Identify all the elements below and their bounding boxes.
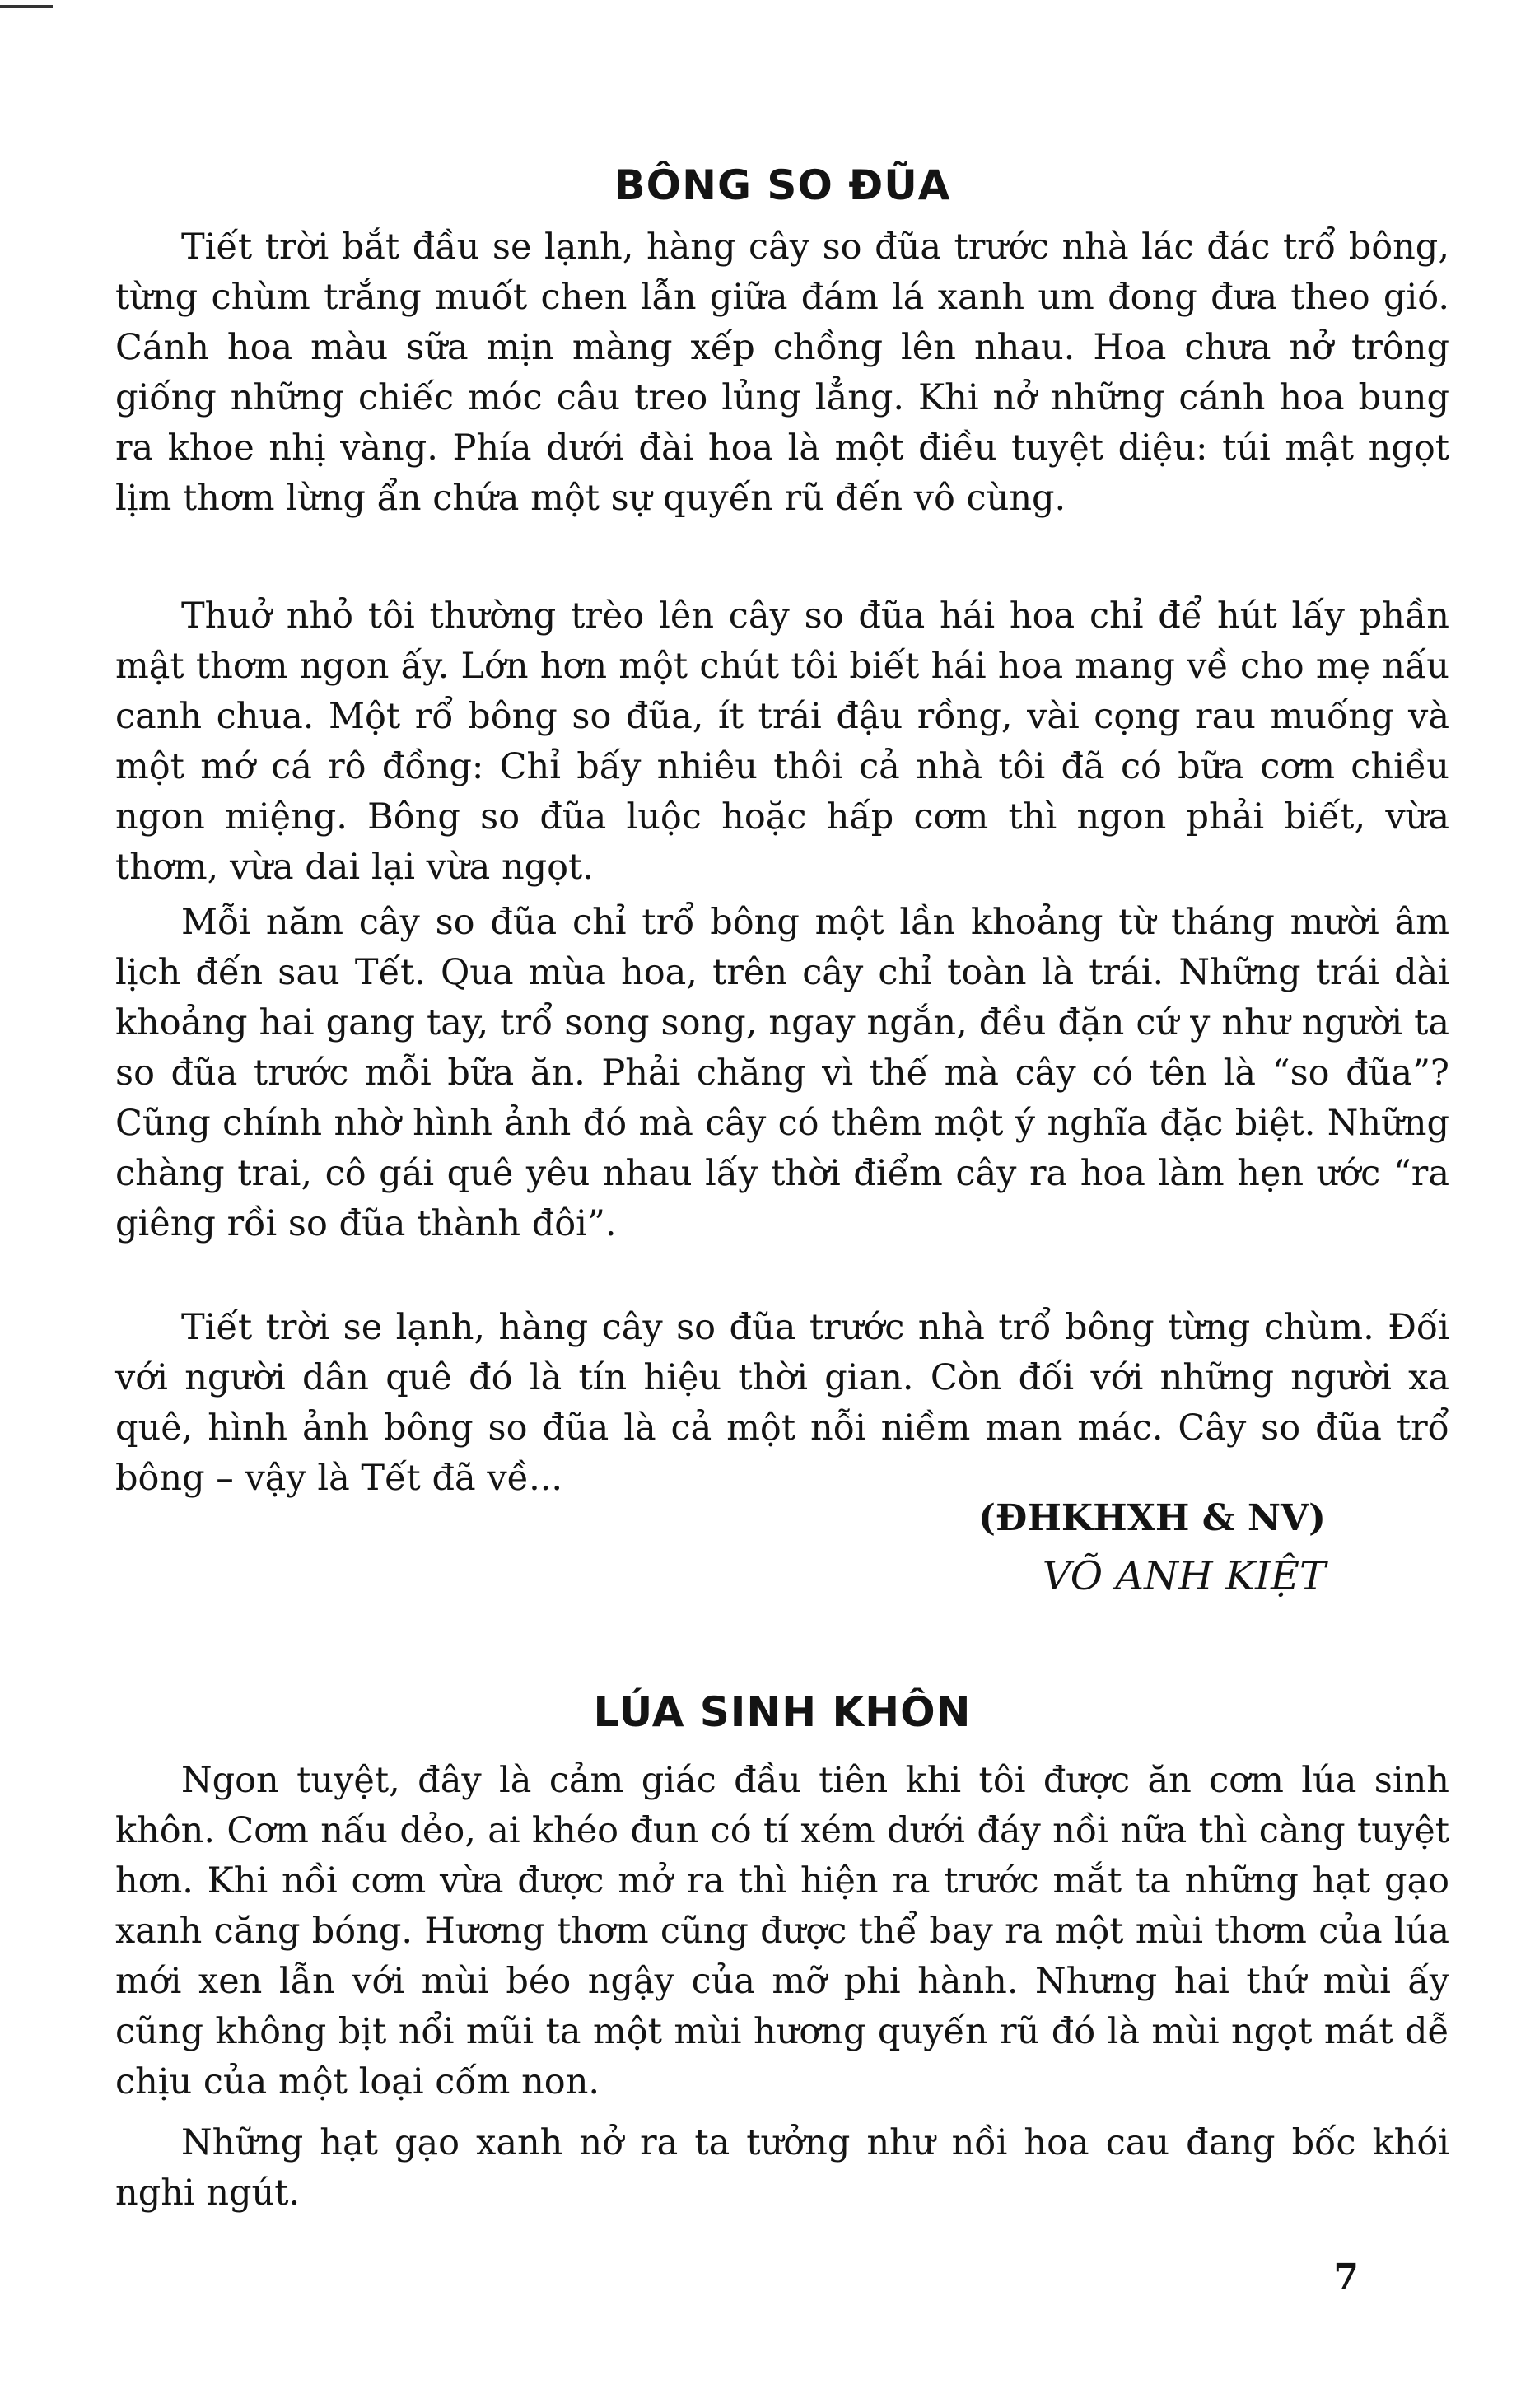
source-attribution: (ĐHKHXH & NV) [978, 1497, 1326, 1539]
section-title-bong-so-dua: BÔNG SO ĐŨA [614, 161, 951, 209]
page-number: 7 [1333, 2256, 1359, 2298]
paragraph: Mỗi năm cây so đũa chỉ trổ bông một lần khoảng từ tháng mười âm lịch đến sau Tết. Qua mùa hoa, trên cây chỉ toàn là trái. Những trái dài khoảng hai gang tay, trổ song song, ngay ngắn, đều đặn cứ y như người ta so đũa trước mỗi bữa ăn. Phải chăng vì thế mà cây có tên là “so đũa”? Cũng chính nhờ hình ảnh đó mà cây có thêm một ý nghĩa đặc biệt. Những chàng trai, cô gái quê yêu nhau lấy thời điểm cây ra hoa làm hẹn ước “ra giêng rồi so đũa thành đôi”. [115, 902, 1449, 1244]
paragraph: Tiết trời bắt đầu se lạnh, hàng cây so đũa trước nhà lác đác trổ bông, từng chùm trắng muốt chen lẫn giữa đám lá xanh um đong đưa theo gió. Cánh hoa màu sữa mịn màng xếp chồng lên nhau. Hoa chưa nở trông giống những chiếc móc câu treo lủng lẳng. Khi nở những cánh hoa bung ra khoe nhị vàng. Phía dưới đài hoa là một điều tuyệt diệu: túi mật ngọt lịm thơm lừng ẩn chứa một sự quyến rũ đến vô cùng. [115, 226, 1449, 519]
paragraph: Thuở nhỏ tôi thường trèo lên cây so đũa hái hoa chỉ để hút lấy phần mật thơm ngon ấy. Lớn hơn một chút tôi biết hái hoa mang về cho mẹ nấu canh chua. Một rổ bông so đũa, ít trái đậu rồng, vài cọng rau muống và một mớ cá rô đồng: Chỉ bấy nhiêu thôi cả nhà tôi đã có bữa cơm chiều ngon miệng. Bông so đũa luộc hoặc hấp cơm thì ngon phải biết, vừa thơm, vừa dai lại vừa ngọt. [115, 595, 1449, 888]
author-name: VÕ ANH KIỆT [1042, 1553, 1326, 1599]
book-page [115, 0, 1449, 2408]
paragraph: Tiết trời se lạnh, hàng cây so đũa trước nhà trổ bông từng chùm. Đối với người dân quê đó là tín hiệu thời gian. Còn đối với những người xa quê, hình ảnh bông so đũa là cả một nỗi niềm man mác. Cây so đũa trổ bông – vậy là Tết đã về... [115, 1307, 1449, 1499]
scan-edge-mark [0, 5, 53, 8]
section-title-lua-sinh-khon: LÚA SINH KHÔN [593, 1688, 972, 1736]
paragraph: Ngon tuyệt, đây là cảm giác đầu tiên khi tôi được ăn cơm lúa sinh khôn. Cơm nấu dẻo, ai khéo đun có tí xém dưới đáy nồi nữa thì càng tuyệt hơn. Khi nồi cơm vừa được mở ra thì hiện ra trước mắt ta những hạt gạo xanh căng bóng. Hương thơm cũng được thể bay ra một mùi thơm của lúa mới xen lẫn với mùi béo ngậy của mỡ phi hành. Nhưng hai thứ mùi ấy cũng không bịt nổi mũi ta một mùi hương quyến rũ đó là mùi ngọt mát dễ chịu của một loại cốm non. [115, 1760, 1449, 2102]
paragraph: Những hạt gạo xanh nở ra ta tưởng như nồi hoa cau đang bốc khói nghi ngút. [115, 2122, 1449, 2214]
